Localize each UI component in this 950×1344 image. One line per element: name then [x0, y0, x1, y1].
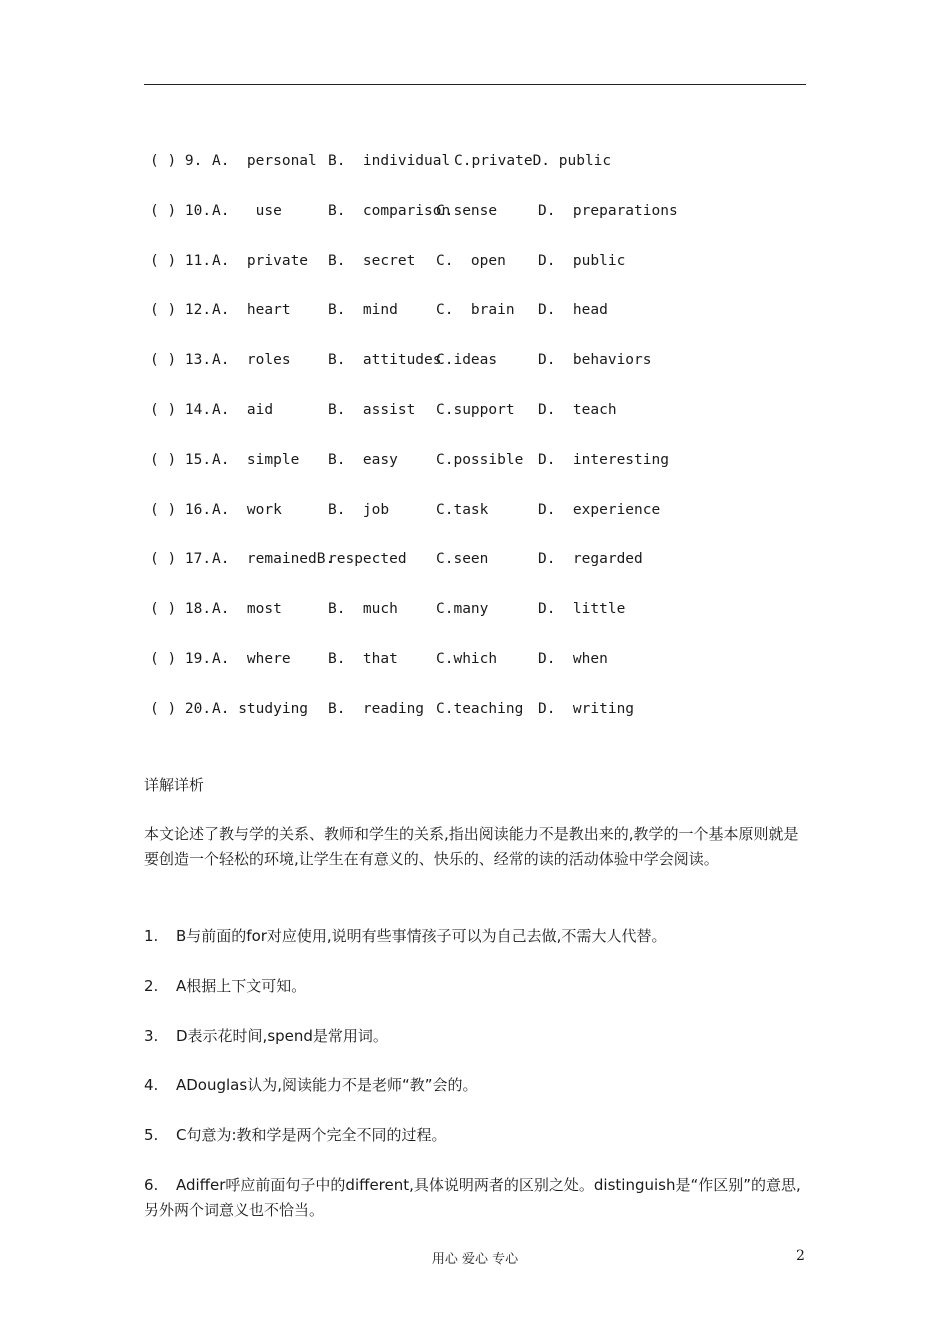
- question-number: ( ) 15.: [150, 451, 212, 468]
- question-number: ( ) 16.: [150, 501, 212, 518]
- question-option-a: A. use: [212, 202, 282, 219]
- question-option-d: D. teach: [538, 402, 617, 418]
- question-number: ( ) 17.: [150, 551, 212, 568]
- question-option-d: D. when: [538, 651, 608, 667]
- question-option-a: A. studying: [212, 700, 309, 717]
- question-option-b: B. attitudes: [328, 352, 442, 369]
- explanation-text: Adiffer呼应前面句子中的different,具体说明两者的区别之处。distinguish是“作区别”的意思,另外两个词意义也不恰当。: [144, 1176, 801, 1219]
- question-option-b: respected: [328, 551, 407, 568]
- question-number: ( ) 10.: [150, 202, 212, 219]
- question-number: ( ) 20.: [150, 700, 212, 717]
- explanation-text: A根据上下文可知。: [176, 977, 307, 995]
- question-option-b: B. mind: [328, 302, 398, 319]
- explanation-text: C句意为:教和学是两个完全不同的过程。: [176, 1126, 447, 1144]
- question-option-c: C.many: [436, 601, 489, 618]
- question-option-b: B. comparison: [328, 202, 451, 219]
- question-option-b: B. assist: [328, 402, 416, 418]
- question-number: ( ) 19.: [150, 651, 212, 667]
- explanation-item: [144, 1123, 810, 1148]
- question-option-d: D. behaviors: [538, 352, 652, 369]
- question-option-a: A. private: [212, 252, 309, 269]
- header-rule: [144, 84, 806, 85]
- question-option-a: A. simple: [212, 451, 300, 468]
- question-option-b: B. much: [328, 601, 398, 618]
- question-option-c: C. open: [436, 252, 506, 269]
- question-option-c: C.task: [436, 501, 489, 518]
- question-option-d: D. regarded: [538, 551, 643, 568]
- question-option-a: A. remainedB.: [212, 551, 335, 568]
- question-option-d: D. public: [538, 252, 626, 269]
- explanation-number: 6.: [144, 1176, 159, 1194]
- question-option-d: D. preparations: [538, 202, 678, 219]
- question-option-c: C.ideas: [436, 352, 498, 369]
- explanation-number: 1.: [144, 927, 159, 945]
- explanation-number: 3.: [144, 1027, 159, 1045]
- question-option-b: B. easy: [328, 451, 398, 468]
- explanation-item: [144, 1173, 810, 1223]
- question-option-a: A. most: [212, 601, 282, 618]
- explanation-item: [144, 1024, 810, 1049]
- section-title: 详解详析: [144, 776, 205, 794]
- question-option-b: B. job: [328, 501, 390, 518]
- question-option-c: C.support: [436, 402, 515, 418]
- question-option-a: A. heart: [212, 302, 291, 319]
- question-option-c: C.teaching: [436, 700, 524, 717]
- question-option-c: C.privateD. public: [454, 153, 612, 169]
- question-number: ( ) 9.: [150, 153, 203, 169]
- question-option-d: D. writing: [538, 700, 635, 717]
- question-option-a: A. personal: [212, 153, 317, 169]
- question-number: ( ) 11.: [150, 252, 212, 269]
- question-option-d: D. interesting: [538, 451, 669, 468]
- question-option-c: C.seen: [436, 551, 489, 568]
- page-number: 2: [796, 1248, 805, 1264]
- question-number: ( ) 18.: [150, 601, 212, 618]
- question-option-c: C. brain: [436, 302, 515, 319]
- question-number: ( ) 12.: [150, 302, 212, 319]
- explanation-text: B与前面的for对应使用,说明有些事情孩子可以为自己去做,不需大人代替。: [176, 927, 667, 945]
- question-option-c: C.sense: [436, 202, 498, 219]
- question-option-d: D. experience: [538, 501, 661, 518]
- explanation-number: 4.: [144, 1076, 159, 1094]
- question-option-a: A. where: [212, 651, 291, 667]
- question-option-d: D. head: [538, 302, 608, 319]
- footer-text: 用心 爱心 专心: [431, 1252, 519, 1267]
- question-option-b: B. that: [328, 651, 398, 667]
- explanation-text: D表示花时间,spend是常用词。: [176, 1027, 388, 1045]
- question-option-b: B. individual: [328, 153, 451, 169]
- explanation-number: 5.: [144, 1126, 159, 1144]
- question-option-a: A. aid: [212, 402, 274, 418]
- summary-paragraph: 本文论述了教与学的关系、教师和学生的关系,指出阅读能力不是教出来的,教学的一个基本原则就是要创造一个轻松的环境,让学生在有意义的、快乐的、经常的读的活动体验中学会阅读。: [144, 825, 799, 868]
- question-option-c: C.possible: [436, 451, 524, 468]
- question-option-a: A. work: [212, 501, 282, 518]
- question-option-a: A. roles: [212, 352, 291, 369]
- explanation-item: [144, 974, 810, 999]
- question-option-d: D. little: [538, 601, 626, 618]
- question-option-b: B. secret: [328, 252, 416, 269]
- explanation-text: ADouglas认为,阅读能力不是老师“教”会的。: [176, 1076, 478, 1094]
- question-number: ( ) 14.: [150, 402, 212, 418]
- question-number: ( ) 13.: [150, 352, 212, 369]
- question-option-c: C.which: [436, 651, 498, 667]
- explanation-number: 2.: [144, 977, 159, 995]
- explanation-item: [144, 1073, 810, 1098]
- explanation-item: [144, 924, 810, 949]
- question-option-b: B. reading: [328, 700, 425, 717]
